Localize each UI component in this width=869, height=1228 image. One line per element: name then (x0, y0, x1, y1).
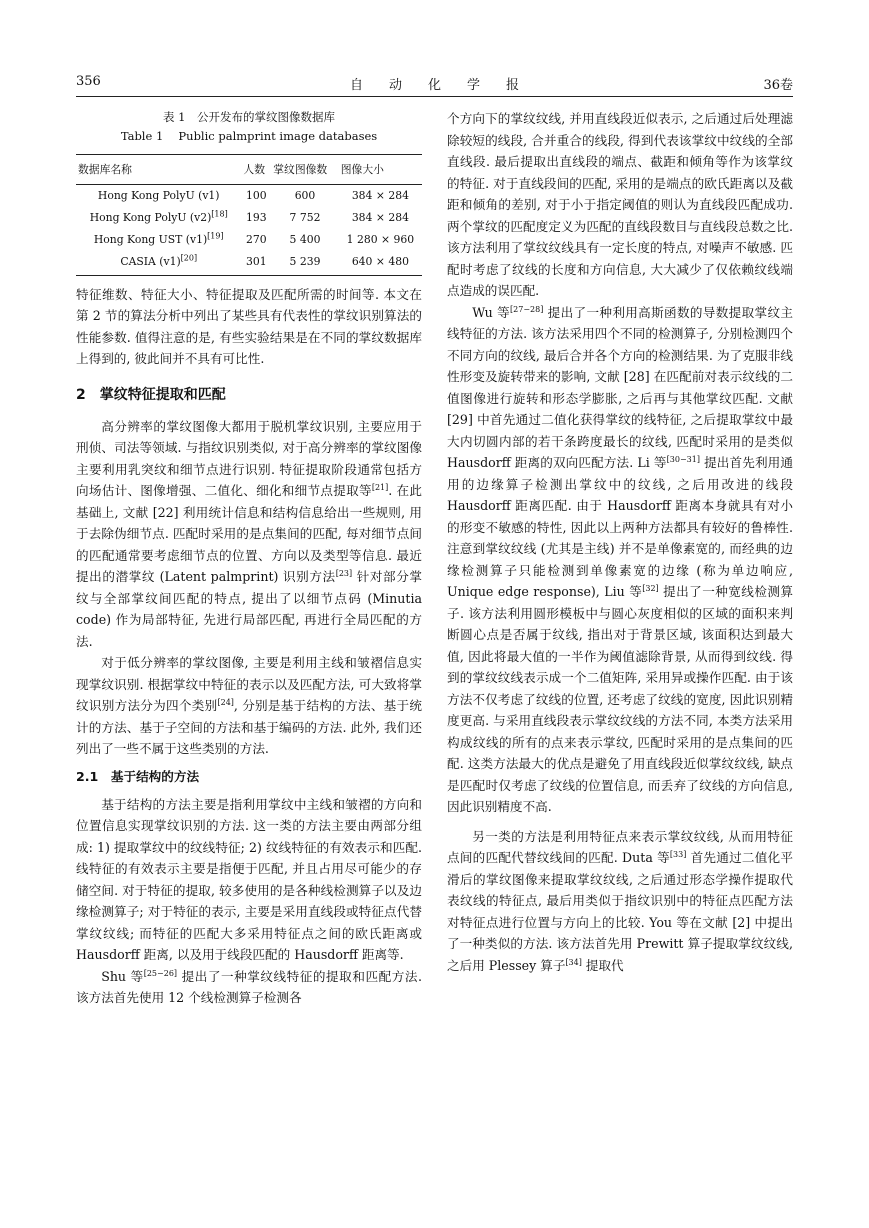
citation: [21] (371, 482, 389, 492)
table-row (76, 229, 422, 251)
paragraph: 特征维数、特征大小、特征提取及匹配所需的时间等. 本文在第 2 节的算法分析中列出了某些具有代表性的掌纹识别算法的性能参数. 值得注意的是, 有些实验结果是在不同的掌纹数据库上得到的, 彼此间并不具有可比性. (76, 286, 422, 366)
column-header: 数据库名称 (76, 155, 241, 185)
table-cell: 100 (246, 188, 267, 202)
table-cell: Hong Kong PolyU (v2)[18] (89, 208, 228, 224)
section-title: 2 掌纹特征提取和匹配 (76, 386, 226, 403)
citation: [25−26] (143, 968, 178, 978)
table-cell: Hong Kong UST (v1)[19] (93, 230, 224, 246)
column-header: 掌纹图像数 (271, 155, 339, 185)
left-column (76, 108, 422, 1009)
paragraph: Wu 等[27−28] 提出了一种利用高斯函数的导数提取掌纹主线特征的方法. 该方法采用四个不同的检测算子, 分别检测四个不同方向的纹线, 最后合并各个方向的检测结果. 为了克服非线性形变及旋转带来的影响, 文献 [28] 在匹配前对表示纹线的二值图像进行旋转和形态学膨胀, 之后再与其他掌纹匹配. 文献 [29] 中首先通过二值化获得掌纹的线特征, 之后提取掌纹中最大内切圆内部的若干条跨度最长的纹线, 匹配时采用的是类似 Hausdorff 距离的双向匹配方法. Li 等[30−31] 提出首先利用通用的边缘算子检测出掌纹中的纹线, 之后用改进的线段 Hausdorff 距离匹配. 由于 Hausdorff 距离本身就具有对小的形变不敏感的特性, 因此以上两种方法都具有较好的鲁棒性. 注意到掌纹纹线 (尤其是主线) 并不是单像素宽的, 而经典的边缘检测算子只能检测到单像素宽的边缘 (称为单边响应, Unique edge response), Liu 等[32] 提出了一种宽线检测算子. 该方法利用圆形模板中与圆心灰度相似的区域的面积来判断圆心点是否属于纹线, 指出对于背景区域, 该面积达到最大值, 因此将最大值的一半作为阈值滤除背景, 从而得到纹线. 得到的掌纹纹线表示成一个二值矩阵, 采用异或操作匹配. 由于该方法不仅考虑了纹线的位置, 还考虑了纹线的宽度, 因此识别精度更高. 与采用直线段表示掌纹纹线的方法不同, 本类方法采用构成纹线的所有的点来表示掌纹, 匹配时采用的是点集间的匹配. 这类方法最大的优点是避免了用直线段近似掌纹纹线, 缺点是匹配时仅考虑了纹线的位置信息, 而丢弃了纹线的方向信息, 因此识别精度不高. (447, 304, 793, 814)
table-cell: 1 280 × 960 (346, 232, 415, 246)
citation: [32] (642, 583, 659, 593)
table-row (76, 184, 422, 207)
paragraph: 另一类的方法是利用特征点来表示掌纹纹线, 从而用特征点间的匹配代替纹线间的匹配. Duta 等[33] 首先通过二值化平滑后的掌纹图像来提取掌纹纹线, 之后通过形态学操作提取代表纹线的特征点, 最后用类似于指纹识别中的特征点匹配方法对特征点进行位置与方向上的比较. You 等在文献 [2] 中提出了一种类似的方法. 该方法首先用 Prewitt 算子提取掌纹纹线, 之后用 Plessey 算子[34] 提取代 (447, 828, 793, 973)
table-row (76, 207, 422, 229)
paragraph: 对于低分辨率的掌纹图像, 主要是利用主线和皱褶信息实现掌纹识别. 根据掌纹中特征的表示以及匹配方法, 可大致将掌纹识别方法分为四个类别[24], 分别是基于结构的方法、基于统计的方法、基于子空间的方法和基于编码的方法. 此外, 我们还列出了一些不属于这些类别的方法. (76, 655, 423, 756)
table-cell: 193 (246, 210, 267, 224)
table-cell: 7 752 (289, 210, 321, 224)
table-cell: 384 × 284 (351, 210, 409, 224)
citation: [33] (669, 849, 687, 859)
table-row (76, 251, 422, 276)
paragraph: 基于结构的方法主要是指利用掌纹中主线和皱褶的方向和位置信息实现掌纹识别的方法. 这一类的方法主要由两部分组成: 1) 提取掌纹中的纹线特征; 2) 纹线特征的有效表示和匹配. 线特征的有效表示主要是指便于匹配, 并且占用尽可能少的存储空间. 对于特征的提取, 较多使用的是各种线检测算子以及边缘检测算子; 对于特征的表示, 主要是采用直线段或特征点代替掌纹纹线; 而特征的匹配大多采用特征点之间的欧氏距离或 Hausdorff 距离, 以及用于线段匹配的 Hausdorff 距离等. (76, 796, 422, 962)
table-caption-cn: 表 1 公开发布的掌纹图像数据库 (163, 110, 335, 124)
column-header: 人数 (241, 155, 271, 185)
paragraph: 个方向下的掌纹纹线, 并用直线段近似表示, 之后通过后处理滤除较短的线段, 合并重合的线段, 得到代表该掌纹中纹线的全部直线段. 最后提取出直线段的端点、截距和倾角等作为该掌纹的特征. 对于直线段间的匹配, 采用的是端点的欧氏距离以及截距和倾角的差别, 对于小于指定阈值的则认为直线段匹配成功. 两个掌纹的匹配度定义为匹配的直线段数目与直线段总数之比. 该方法利用了掌纹纹线具有一定长度的特点, 对噪声不敏感. 匹配时考虑了纹线的长度和方向信息, 大大减少了仅依赖纹线端点造成的误匹配. (447, 111, 793, 298)
table-cell: CASIA (v1)[20] (76, 251, 241, 276)
page-header (76, 74, 793, 94)
citation: [34] (565, 957, 582, 967)
citation: [24] (217, 697, 234, 707)
citation: [23] (335, 568, 353, 578)
journal-name: 自动化学报 (349, 78, 545, 93)
table-header-row (76, 155, 422, 185)
table-cell: 384 × 284 (351, 188, 409, 202)
volume-label: 36卷 (763, 78, 793, 93)
table-cell: 301 (241, 251, 271, 276)
header-rule (76, 96, 793, 97)
table-cell: 600 (294, 188, 316, 202)
subsection-title: 2.1 基于结构的方法 (76, 768, 200, 784)
palmprint-database-table (76, 154, 422, 276)
right-column (447, 108, 793, 976)
citation: [27−28] (510, 304, 544, 314)
table-cell: 270 (246, 232, 267, 246)
table-cell: 5 239 (271, 251, 339, 276)
paragraph: Shu 等[25−26] 提出了一种掌纹线特征的提取和匹配方法. 该方法首先使用 12 个线检测算子检测各 (76, 968, 422, 1005)
paragraph: 高分辨率的掌纹图像大都用于脱机掌纹识别, 主要应用于刑侦、司法等领域. 与指纹识别类似, 对于高分辨率的掌纹图像主要利用乳突纹和细节点进行识别. 特征提取阶段通常包括方向场估计、图像增强、二值化、细化和细节点提取等[21]. 在此基础上, 文献 [22] 利用统计信息和结构信息给出一些规则, 用于去除伪细节点. 匹配时采用的是点集间的匹配, 每对细节点间的匹配通常要考虑细节点的位置、方向以及类型等信息. 最近提出的潜掌纹 (Latent palmprint) 识别方法[23] 针对部分掌纹与全部掌纹间匹配的特点, 提出了以细节点码 (Minutia code) 作为局部特征, 先进行局部匹配, 再进行全局匹配的方法. (76, 418, 422, 649)
column-header: 图像大小 (339, 155, 422, 185)
citation: [30−31] (666, 454, 700, 464)
table-cell: 5 400 (289, 232, 321, 246)
table-cell: 640 × 480 (339, 251, 422, 276)
table-caption-en: Table 1 Public palmprint image databases (120, 129, 378, 143)
page-number: 356 (76, 74, 101, 89)
table-cell: Hong Kong PolyU (v1) (97, 188, 220, 202)
